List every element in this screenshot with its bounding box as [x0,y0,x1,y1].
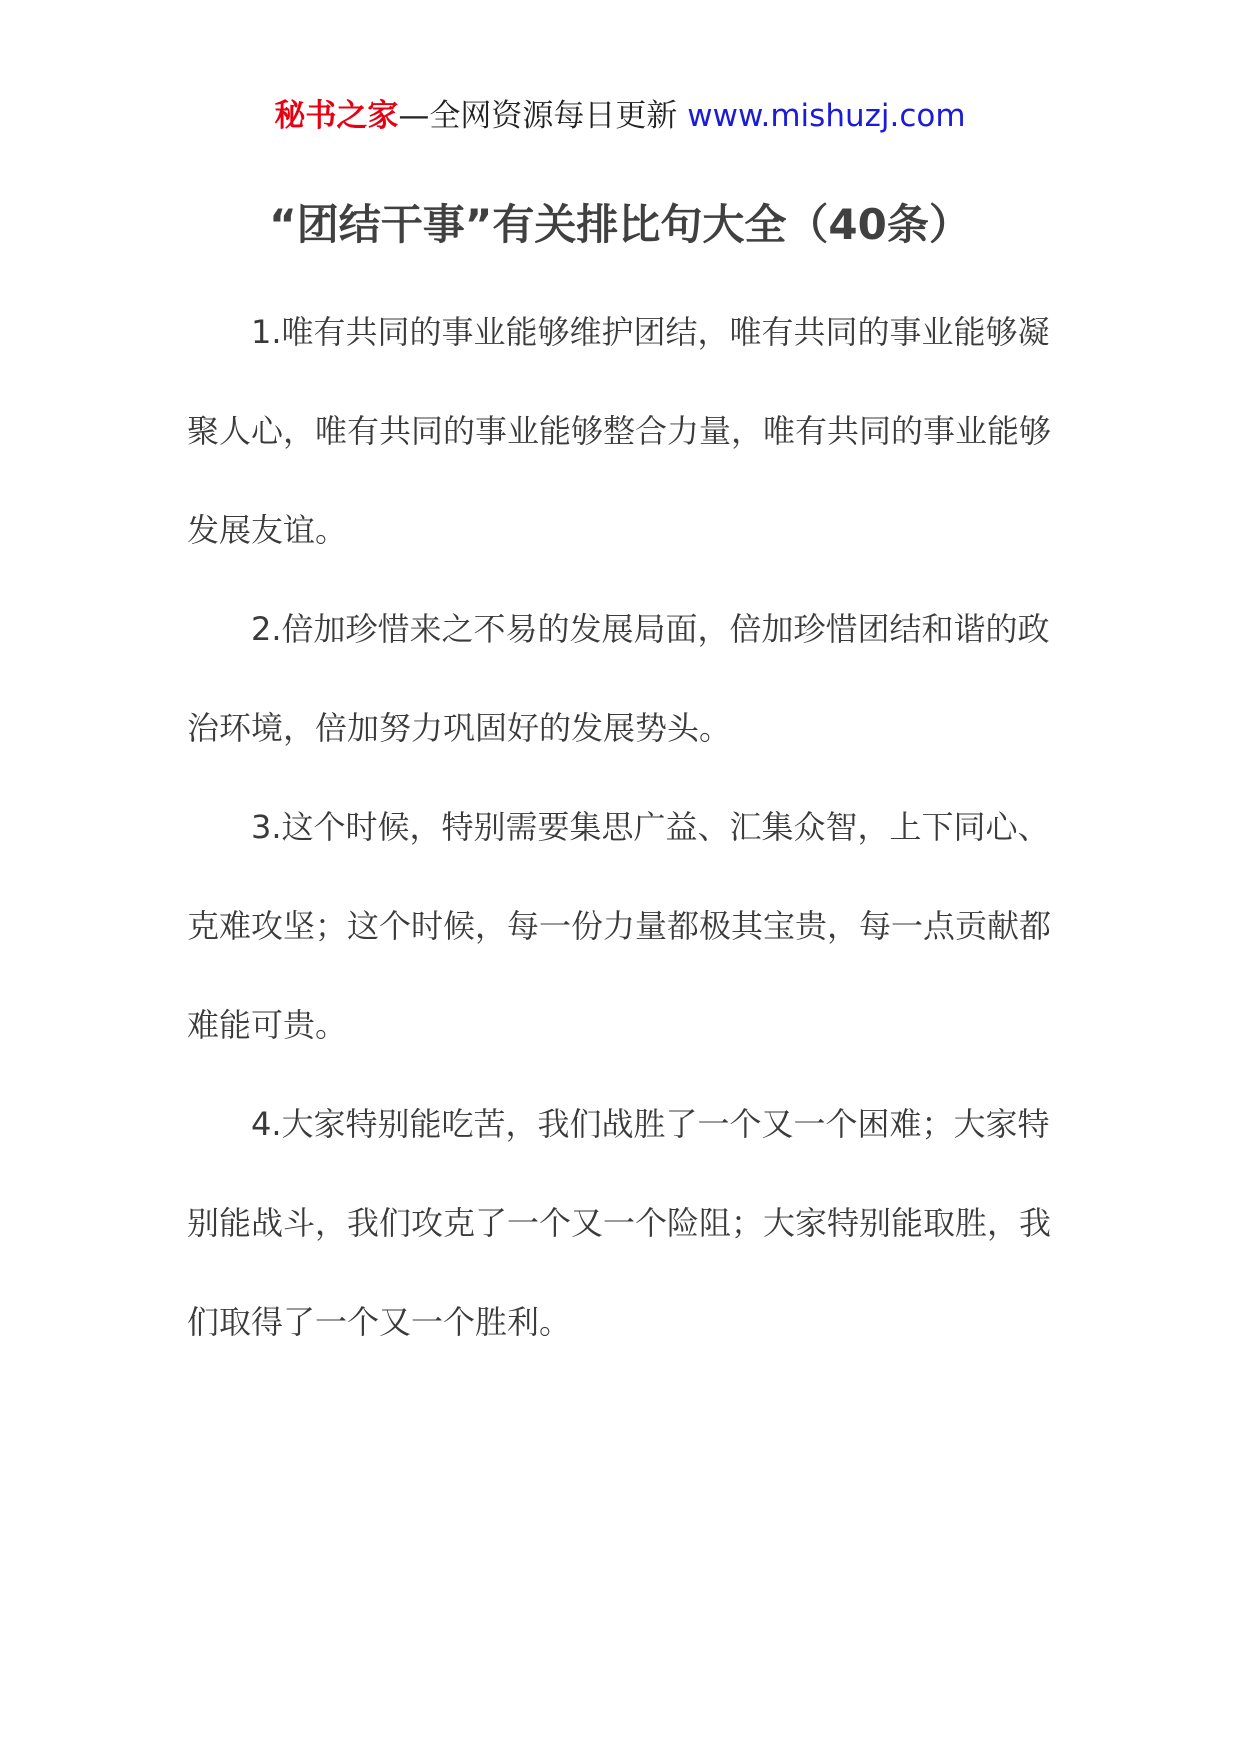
document-title: “团结干事”有关排比句大全（40条） [269,200,971,249]
paragraph-2: 2.倍加珍惜来之不易的发展局面，倍加珍惜团结和谐的政治环境，倍加努力巩固好的发展势头。 [187,610,1050,747]
site-slogan: —全网资源每日更新 [398,98,678,134]
paragraph-4: 4.大家特别能吃苦，我们战胜了一个又一个困难；大家特别能战斗，我们攻克了一个又一个险阻；大家特别能取胜，我们取得了一个又一个胜利。 [187,1105,1052,1341]
document-body [187,283,1059,1372]
brand-name: 秘书之家 [274,98,399,134]
site-url-link[interactable]: www.mishuzj.com [687,98,966,134]
paragraph-3: 3.这个时候，特别需要集思广益、汇集众智，上下同心、克难攻坚；这个时候，每一份力量都极其宝贵，每一点贡献都难能可贵。 [187,808,1052,1044]
paragraph-1: 1.唯有共同的事业能够维护团结，唯有共同的事业能够凝聚人心，唯有共同的事业能够整合力量，唯有共同的事业能够发展友谊。 [187,313,1052,549]
site-header [0,96,1240,136]
